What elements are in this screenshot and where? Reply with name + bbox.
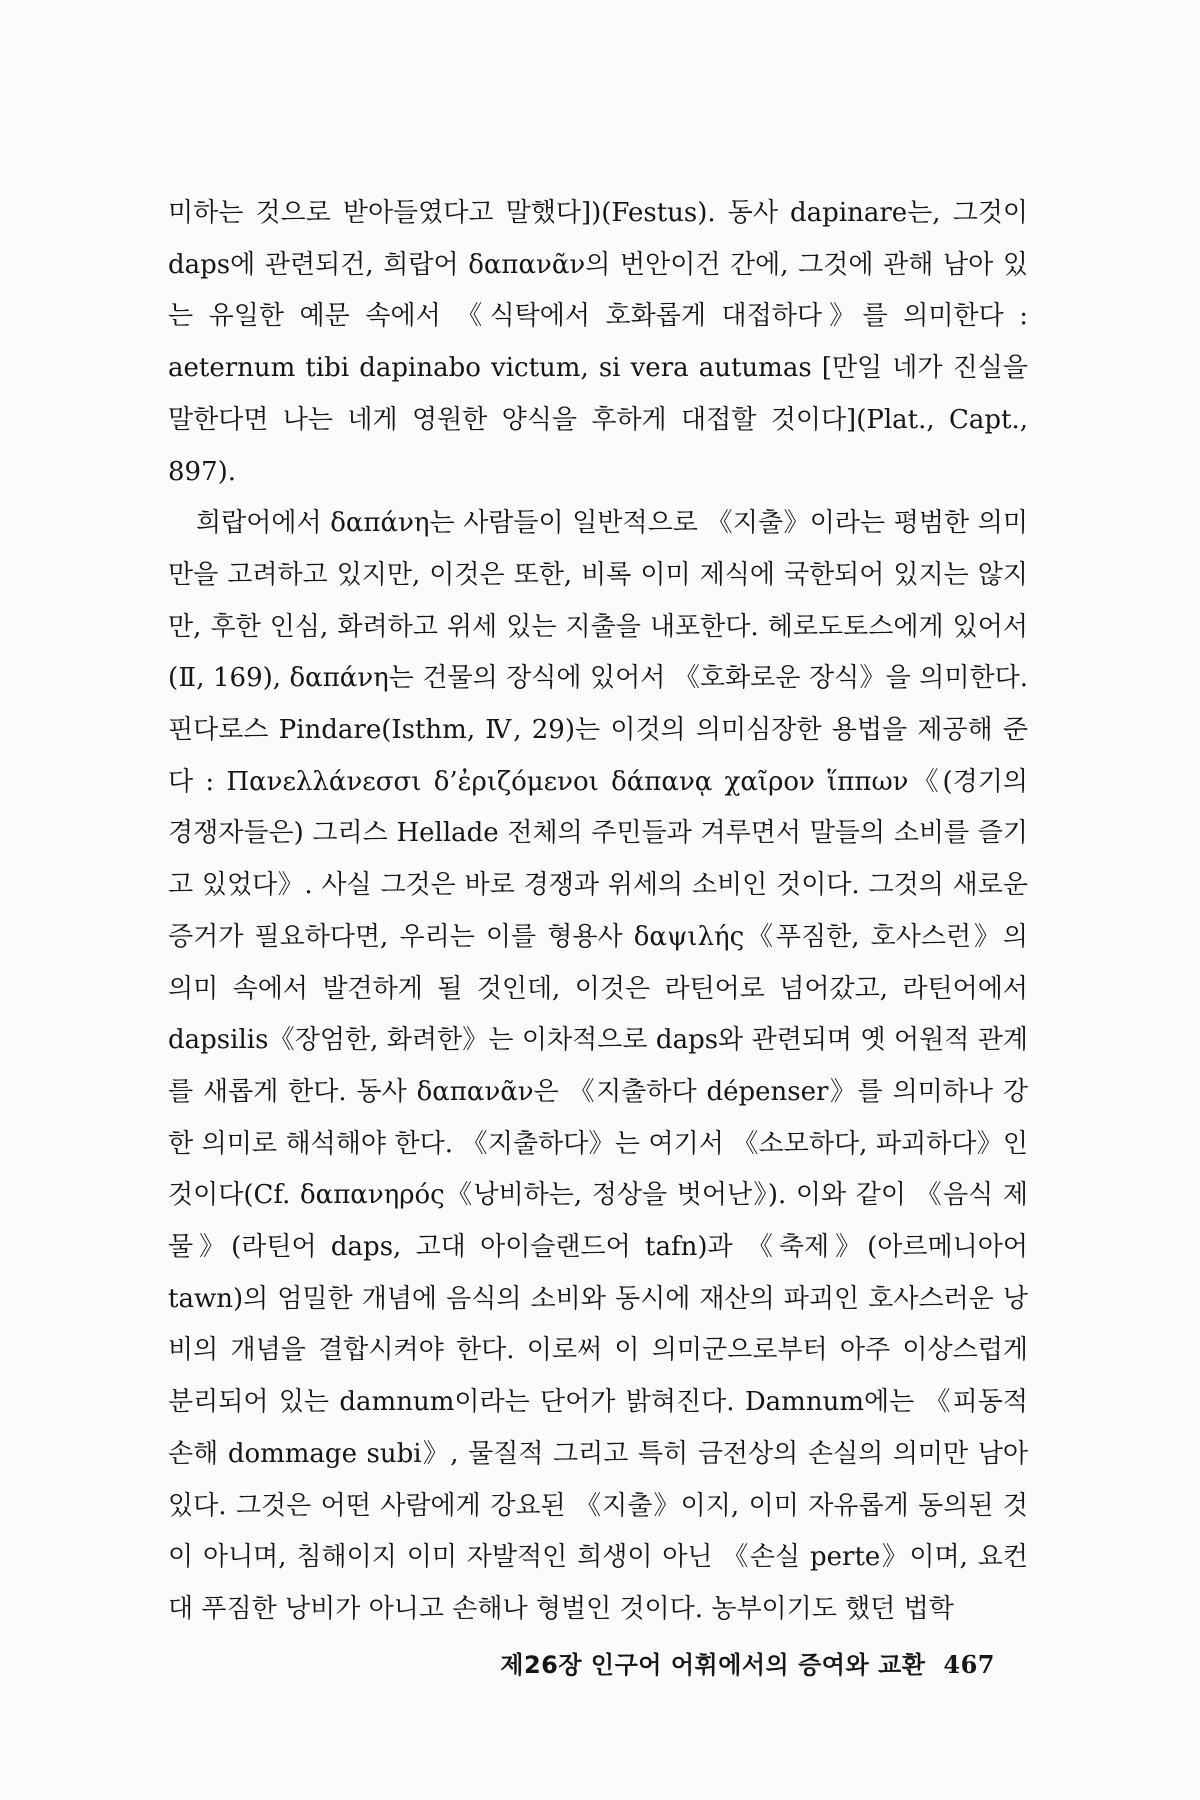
running-footer-chapter: 제26장 인구어 어휘에서의 증여와 교환 — [500, 1651, 926, 1679]
page-footer — [0, 1645, 995, 1680]
paragraph-1: 미하는 것으로 받아들였다고 말했다])(Festus). 동사 dapinare는, 그것이 daps에 관련되건, 희랍어 δαπανᾶν의 번안이건 간에, 그것에 관해 남아 있는 유일한 예문 속에서 《식탁에서 호화롭게 대접하다》를 의미한다 : aeternum tibi dapinabo victum, si vera autumas [만일 네가 진실을 말한다면 나는 네게 영원한 양식을 후하게 대접할 것이다](Plat., Capt., 897). — [168, 198, 1028, 487]
paragraph-2: 희랍어에서 δαπάνη는 사람들이 일반적으로 《지출》이라는 평범한 의미만을 고려하고 있지만, 이것은 또한, 비록 이미 제식에 국한되어 있지는 않지만, 후한 인심, 화려하고 위세 있는 지출을 내포한다. 헤로도토스에게 있어서(Ⅱ, 169), δαπάνη는 건물의 장식에 있어서 《호화로운 장식》을 의미한다. 핀다로스 Pindare(Isthm, Ⅳ, 29)는 이것의 의미심장한 용법을 제공해 준다 : Πανελλάνεσσι δ’ἐριζόμενοι δάπανᾳ χαῖρον ἵππων《(경기의 경쟁자들은) 그리스 Hellade 전체의 주민들과 겨루면서 말들의 소비를 즐기고 있었다》. 사실 그것은 바로 경쟁과 위세의 소비인 것이다. 그것의 새로운 증거가 필요하다면, 우리는 이를 형용사 δαψιλής《푸짐한, 호사스런》의 의미 속에서 발견하게 될 것인데, 이것은 라틴어로 넘어갔고, 라틴어에서 dapsilis《장엄한, 화려한》는 이차적으로 daps와 관련되며 옛 어원적 관계를 새롭게 한다. 동사 δαπανᾶν은 《지출하다 dépenser》를 의미하나 강한 의미로 해석해야 한다. 《지출하다》는 여기서 《소모하다, 파괴하다》인 것이다(Cf. δαπανηρός《낭비하는, 정상을 벗어난》). 이와 같이 《음식 제물》(라틴어 daps, 고대 아이슬랜드어 tafn)과 《축제》(아르메니아어 tawn)의 엄밀한 개념에 음식의 소비와 동시에 재산의 파괴인 호사스러운 낭비의 개념을 결합시켜야 한다. 이로써 이 의미군으로부터 아주 이상스럽게 분리되어 있는 damnum이라는 단어가 밝혀진다. Damnum에는 《피동적 손해 dommage subi》, 물질적 그리고 특히 금전상의 손실의 의미만 남아 있다. 그것은 어떤 사람에게 강요된 《지출》이지, 이미 자유롭게 동의된 것이 아니며, 침해이지 이미 자발적인 희생이 아닌 《손실 perte》이며, 요컨대 푸짐한 낭비가 아니고 손해나 형벌인 것이다. 농부이기도 했던 법학 — [168, 508, 1028, 1624]
body-text — [168, 188, 1028, 1636]
page-number: 467 — [943, 1650, 995, 1679]
